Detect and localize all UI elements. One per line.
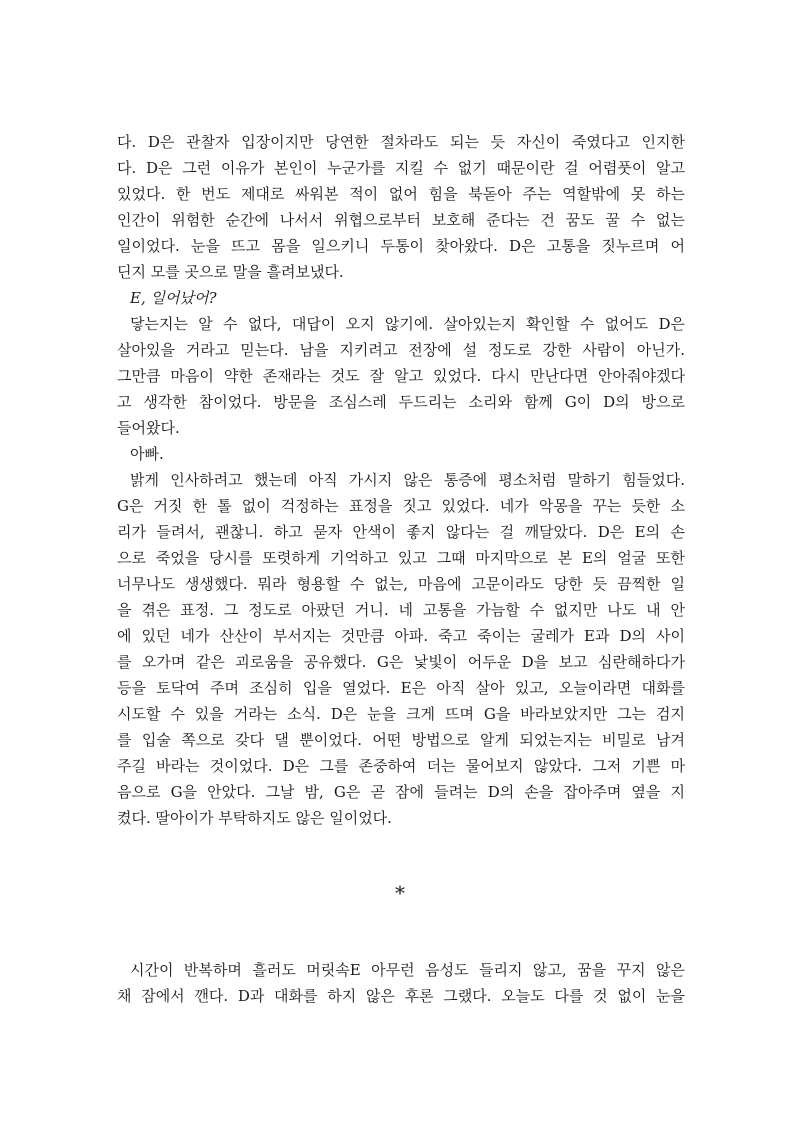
paragraph-3-line-13: 음으로 G을 안았다. 그날 밤, G은 곧 잠에 들려는 D의 손을 잡아주며 옆을 지	[117, 783, 685, 801]
paragraph-3-line-10: 시도할 수 있을 거라는 소식. D은 눈을 크게 뜨며 G을 바라보았지만 그는 검지	[117, 705, 685, 723]
paragraph-3-line-6: 을 겪은 표정. 그 정도로 아팠던 거니. 네 고통을 가늠할 수 없지만 나도 내 안	[117, 601, 685, 619]
paragraph-2-line-5: 들어왔다.	[117, 419, 180, 437]
paragraph-2-line-2: 살아있을 거라고 믿는다. 남을 지키려고 전장에 설 정도로 강한 사람이 아닌가.	[117, 341, 685, 359]
paragraph-3-line-7: 에 있던 네가 산산이 부서지는 것만큼 아파. 죽고 죽이는 굴레가 E과 D의 사이	[117, 627, 685, 645]
paragraph-4-line-1: 시간이 반복하며 흘러도 머릿속E 아무런 음성도 들리지 않고, 꿈을 꾸지 않은	[130, 961, 685, 979]
paragraph-2-line-4: 고 생각한 참이었다. 방문을 조심스레 두드리는 소리와 함께 G이 D의 방으로	[117, 393, 685, 411]
short-dialogue-line: 아빠.	[130, 445, 164, 463]
paragraph-1-line-3: 있었다. 한 번도 제대로 싸워본 적이 없어 힘을 북돋아 주는 역할밖에 못 하는	[117, 185, 685, 203]
paragraph-3-line-14: 켰다. 딸아이가 부탁하지도 않은 일이었다.	[117, 809, 392, 827]
paragraph-3-line-8: 를 오가며 같은 괴로움을 공유했다. G은 낯빛이 어두운 D을 보고 심란해하다가	[117, 653, 685, 671]
paragraph-1-line-2: 다. D은 그런 이유가 본인이 누군가를 지킬 수 없기 때문이란 걸 어렴풋이 알고	[117, 159, 685, 177]
paragraph-3-line-11: 를 입술 쪽으로 갖다 댈 뿐이었다. 어떤 방법으로 알게 되었는지는 비밀로 남겨	[117, 731, 685, 749]
paragraph-1-line-6: 딘지 모를 곳으로 말을 흘려보냈다.	[117, 263, 344, 281]
paragraph-1-line-5: 일이었다. 눈을 뜨고 몸을 일으키니 두통이 찾아왔다. D은 고통을 짓누르며 어	[117, 237, 685, 255]
paragraph-3-line-1: 밝게 인사하려고 했는데 아직 가시지 않은 통증에 평소처럼 말하기 힘들었다.	[130, 471, 685, 489]
paragraph-3-line-12: 주길 바라는 것이었다. D은 그를 존중하여 더는 물어보지 않았다. 그저 기쁜 마	[117, 757, 685, 775]
paragraph-2-line-3: 그만큼 마음이 약한 존재라는 것도 잘 알고 있었다. 다시 만난다면 안아줘야겠다	[117, 367, 685, 385]
paragraph-4-line-2: 채 잠에서 깬다. D과 대화를 하지 않은 후론 그랬다. 오늘도 다를 것 없이 눈을	[117, 987, 685, 1005]
scene-break-asterisk: *	[395, 881, 405, 905]
paragraph-3-line-5: 너무나도 생생했다. 뭐라 형용할 수 없는, 마음에 고문이라도 당한 듯 끔찍한 일	[117, 575, 685, 593]
italic-dialogue-line: E, 일어났어?	[130, 289, 217, 307]
paragraph-3-line-4: 으로 죽었을 당시를 또렷하게 기억하고 있고 그때 마지막으로 본 E의 얼굴 또한	[117, 549, 685, 567]
paragraph-3-line-2: G은 거짓 한 톨 없이 걱정하는 표정을 짓고 있었다. 네가 악몽을 꾸는 듯한 소	[117, 497, 685, 515]
paragraph-3-line-3: 리가 들려서, 괜찮니. 하고 묻자 안색이 좋지 않다는 걸 깨달았다. D은 E의 손	[117, 523, 685, 541]
paragraph-2-line-1: 닿는지는 알 수 없다, 대답이 오지 않기에. 살아있는지 확인할 수 없어도 D은	[130, 315, 685, 333]
paragraph-1-line-4: 인간이 위험한 순간에 나서서 위협으로부터 보호해 준다는 건 꿈도 꿀 수 없는	[117, 211, 685, 229]
paragraph-1-line-1: 다. D은 관찰자 입장이지만 당연한 절차라도 되는 듯 자신이 죽였다고 인지한	[117, 133, 685, 151]
paragraph-3-line-9: 등을 토닥여 주며 조심히 입을 열었다. E은 아직 살아 있고, 오늘이라면 대화를	[117, 679, 685, 697]
